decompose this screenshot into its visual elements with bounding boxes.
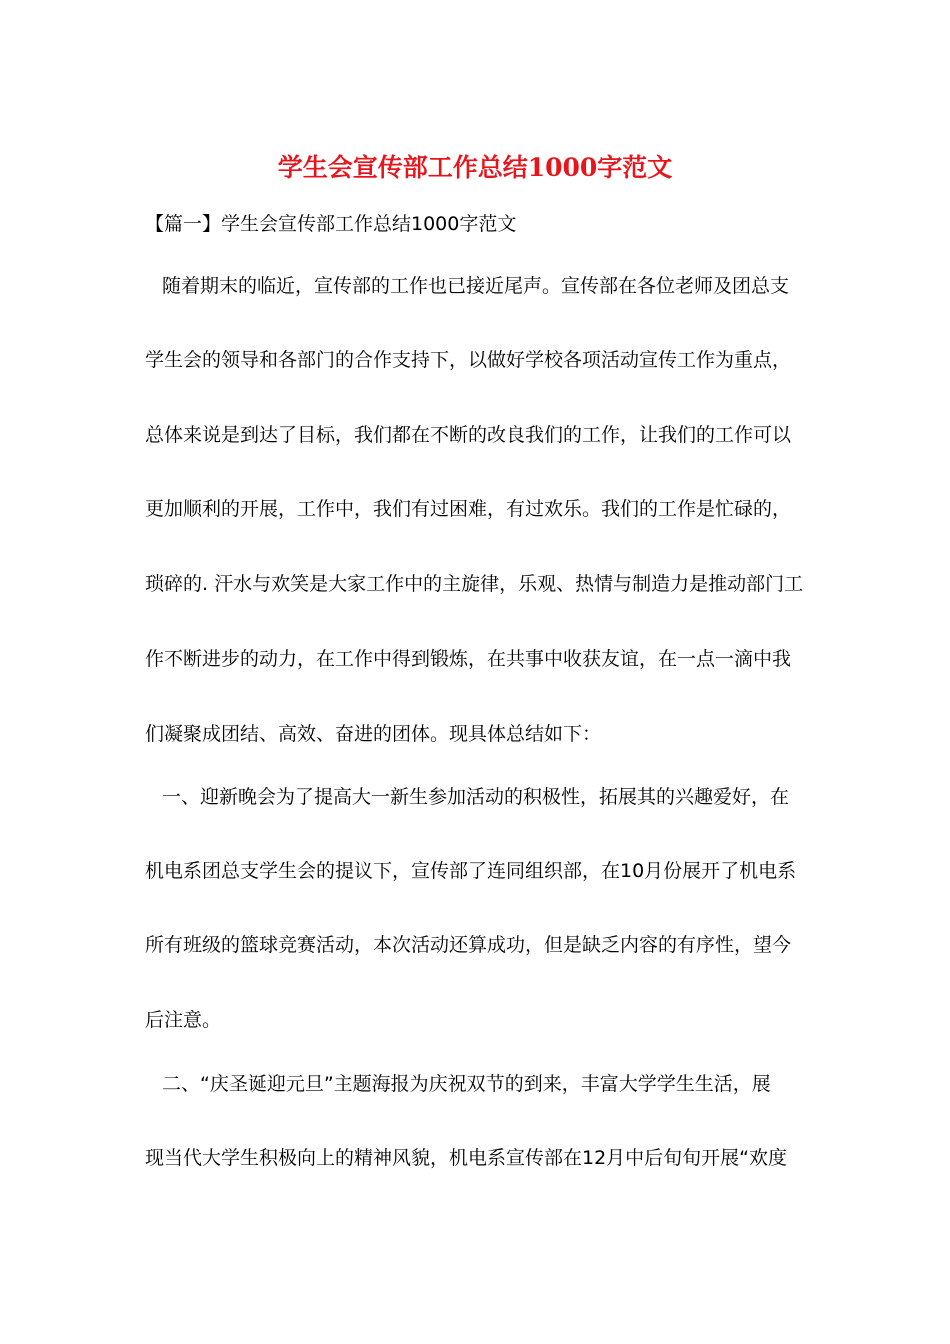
paragraph-line: 随着期末的临近，宣传部的工作也已接近尾声。宣传部在各位老师及团总支: [162, 275, 790, 297]
paragraph-line: 一、迎新晚会为了提高大一新生参加活动的积极性，拓展其的兴趣爱好，在: [162, 786, 790, 808]
paragraph-line: 机电系团总支学生会的提议下，宣传部了连同组织部，在10月份展开了机电系: [145, 860, 797, 882]
paragraph-line: 现当代大学生积极向上的精神风貌，机电系宣传部在12月中后旬旬开展“欢度: [145, 1147, 788, 1169]
document-title: 学生会宣传部工作总结1000字范文: [277, 153, 673, 182]
paragraph-line: 总体来说是到达了目标，我们都在不断的改良我们的工作，让我们的工作可以: [145, 424, 792, 446]
paragraph-line: 更加顺利的开展，工作中，我们有过困难，有过欢乐。我们的工作是忙碌的，: [145, 498, 792, 520]
paragraph-line: 所有班级的篮球竞赛活动，本次活动还算成功，但是缺乏内容的有序性，望今: [145, 934, 792, 956]
paragraph-line: 作不断进步的动力，在工作中得到锻炼，在共事中收获友谊，在一点一滴中我: [145, 648, 792, 670]
paragraph-line: 后注意。: [145, 1009, 222, 1031]
paragraph-line: 学生会的领导和各部门的合作支持下，以做好学校各项活动宣传工作为重点，: [145, 349, 792, 371]
paragraph-line: 们凝聚成团结、高效、奋进的团体。现具体总结如下：: [145, 723, 602, 745]
section-heading: 【篇一】学生会宣传部工作总结1000字范文: [145, 213, 517, 235]
paragraph-line: 二、“庆圣诞迎元旦”主题海报为庆祝双节的到来，丰富大学学生生活，展: [162, 1073, 771, 1095]
paragraph-line: 琐碎的. 汗水与欢笑是大家工作中的主旋律，乐观、热情与制造力是推动部门工: [145, 573, 804, 595]
